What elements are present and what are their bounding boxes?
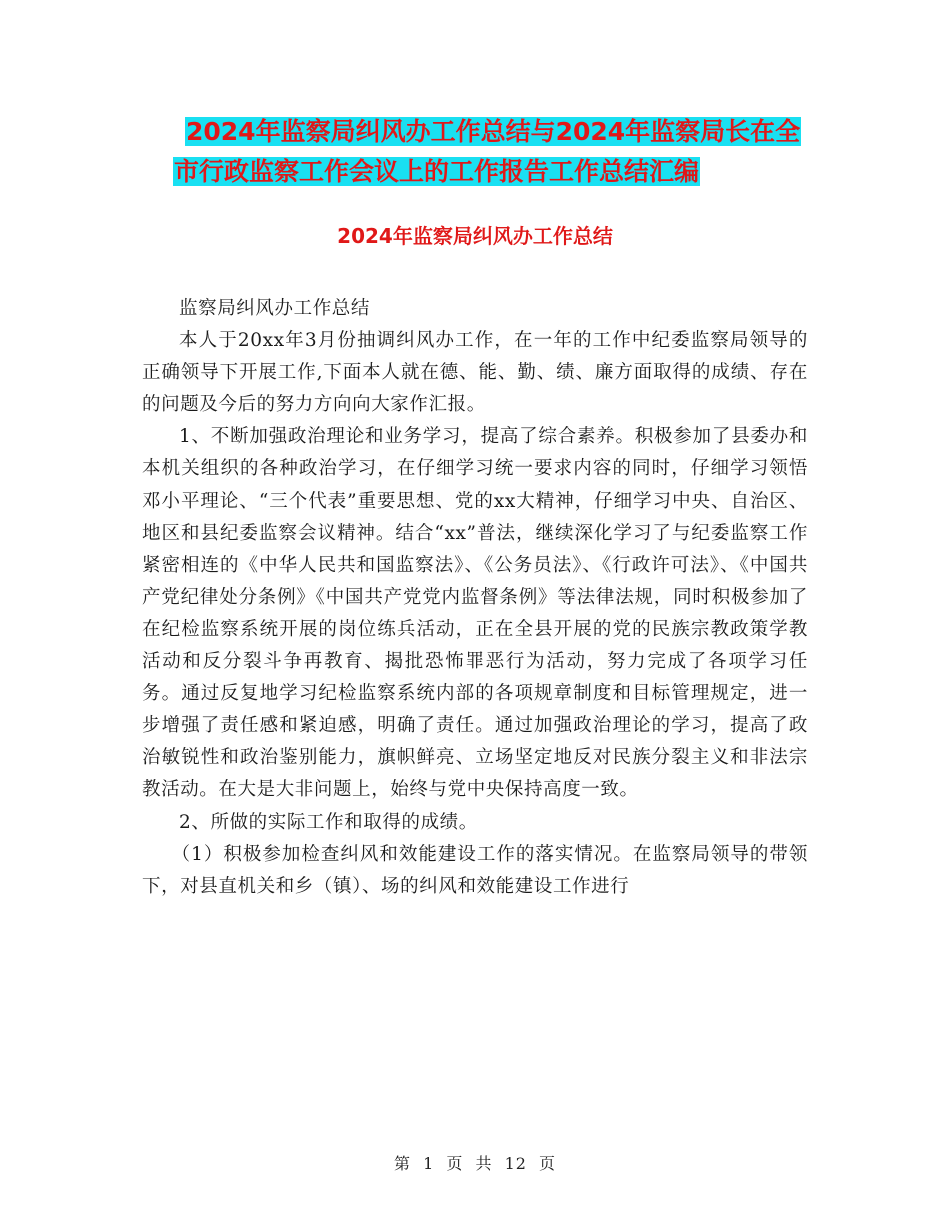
page-label-suffix: 页 <box>446 1154 464 1173</box>
page-label-prefix: 第 <box>393 1154 411 1173</box>
body-paragraph: 2、所做的实际工作和取得的成绩。 <box>179 811 478 833</box>
section-title: 2024年监察局纠风办工作总结 <box>337 224 613 248</box>
document-body <box>142 293 808 903</box>
body-paragraph: 本人于20xx年3月份抽调纠风办工作，在一年的工作中纪委监察局领导的正确领导下开展工作,下面本人就在德、能、勤、绩、廉方面取得的成绩、存在的问题及今后的努力方向向大家作汇报。 <box>142 330 808 416</box>
main-title-line-1: 2024年监察局纠风办工作总结与2024年监察局长在全 <box>186 117 801 146</box>
total-label-prefix: 共 <box>475 1154 493 1173</box>
total-pages: 12 <box>504 1154 527 1173</box>
body-paragraph: （1）积极参加检查纠风和效能建设工作的落实情况。在监察局领导的带领下，对县直机关和乡（镇）、场的纠风和效能建设工作进行 <box>142 843 808 897</box>
main-title-line-2: 市行政监察工作会议上的工作报告工作总结汇编 <box>174 157 700 186</box>
total-label-suffix: 页 <box>539 1154 557 1173</box>
page-number: 1 <box>423 1154 435 1173</box>
body-paragraph: 1、不断加强政治理论和业务学习，提高了综合素养。积极参加了县委办和本机关组织的各种政治学习，在仔细学习统一要求内容的同时，仔细学习领悟邓小平理论、“三个代表”重要思想、党的xx大精神，仔细学习中央、自治区、地区和县纪委监察会议精神。结合“xx”普法，继续深化学习了与纪委监察工作紧密相连的《中华人民共和国监察法》、《公务员法》、《行政许可法》、《中国共产党纪律处分条例》《中国共产党党内监督条例》等法律法规，同时积极参加了在纪检监察系统开展的岗位练兵活动，正在全县开展的党的民族宗教政策学教活动和反分裂斗争再教育、揭批恐怖罪恶行为活动，努力完成了各项学习任务。通过反复地学习纪检监察系统内部的各项规章制度和目标管理规定，进一步增强了责任感和紧迫感，明确了责任。通过加强政治理论的学习，提高了政治敏锐性和政治鉴别能力，旗帜鲜亮、立场坚定地反对民族分裂主义和非法宗教活动。在大是大非问题上，始终与党中央保持高度一致。 <box>142 426 808 801</box>
body-paragraph: 监察局纠风办工作总结 <box>179 298 371 319</box>
page-footer <box>0 1152 950 1176</box>
document-main-title <box>140 112 830 192</box>
